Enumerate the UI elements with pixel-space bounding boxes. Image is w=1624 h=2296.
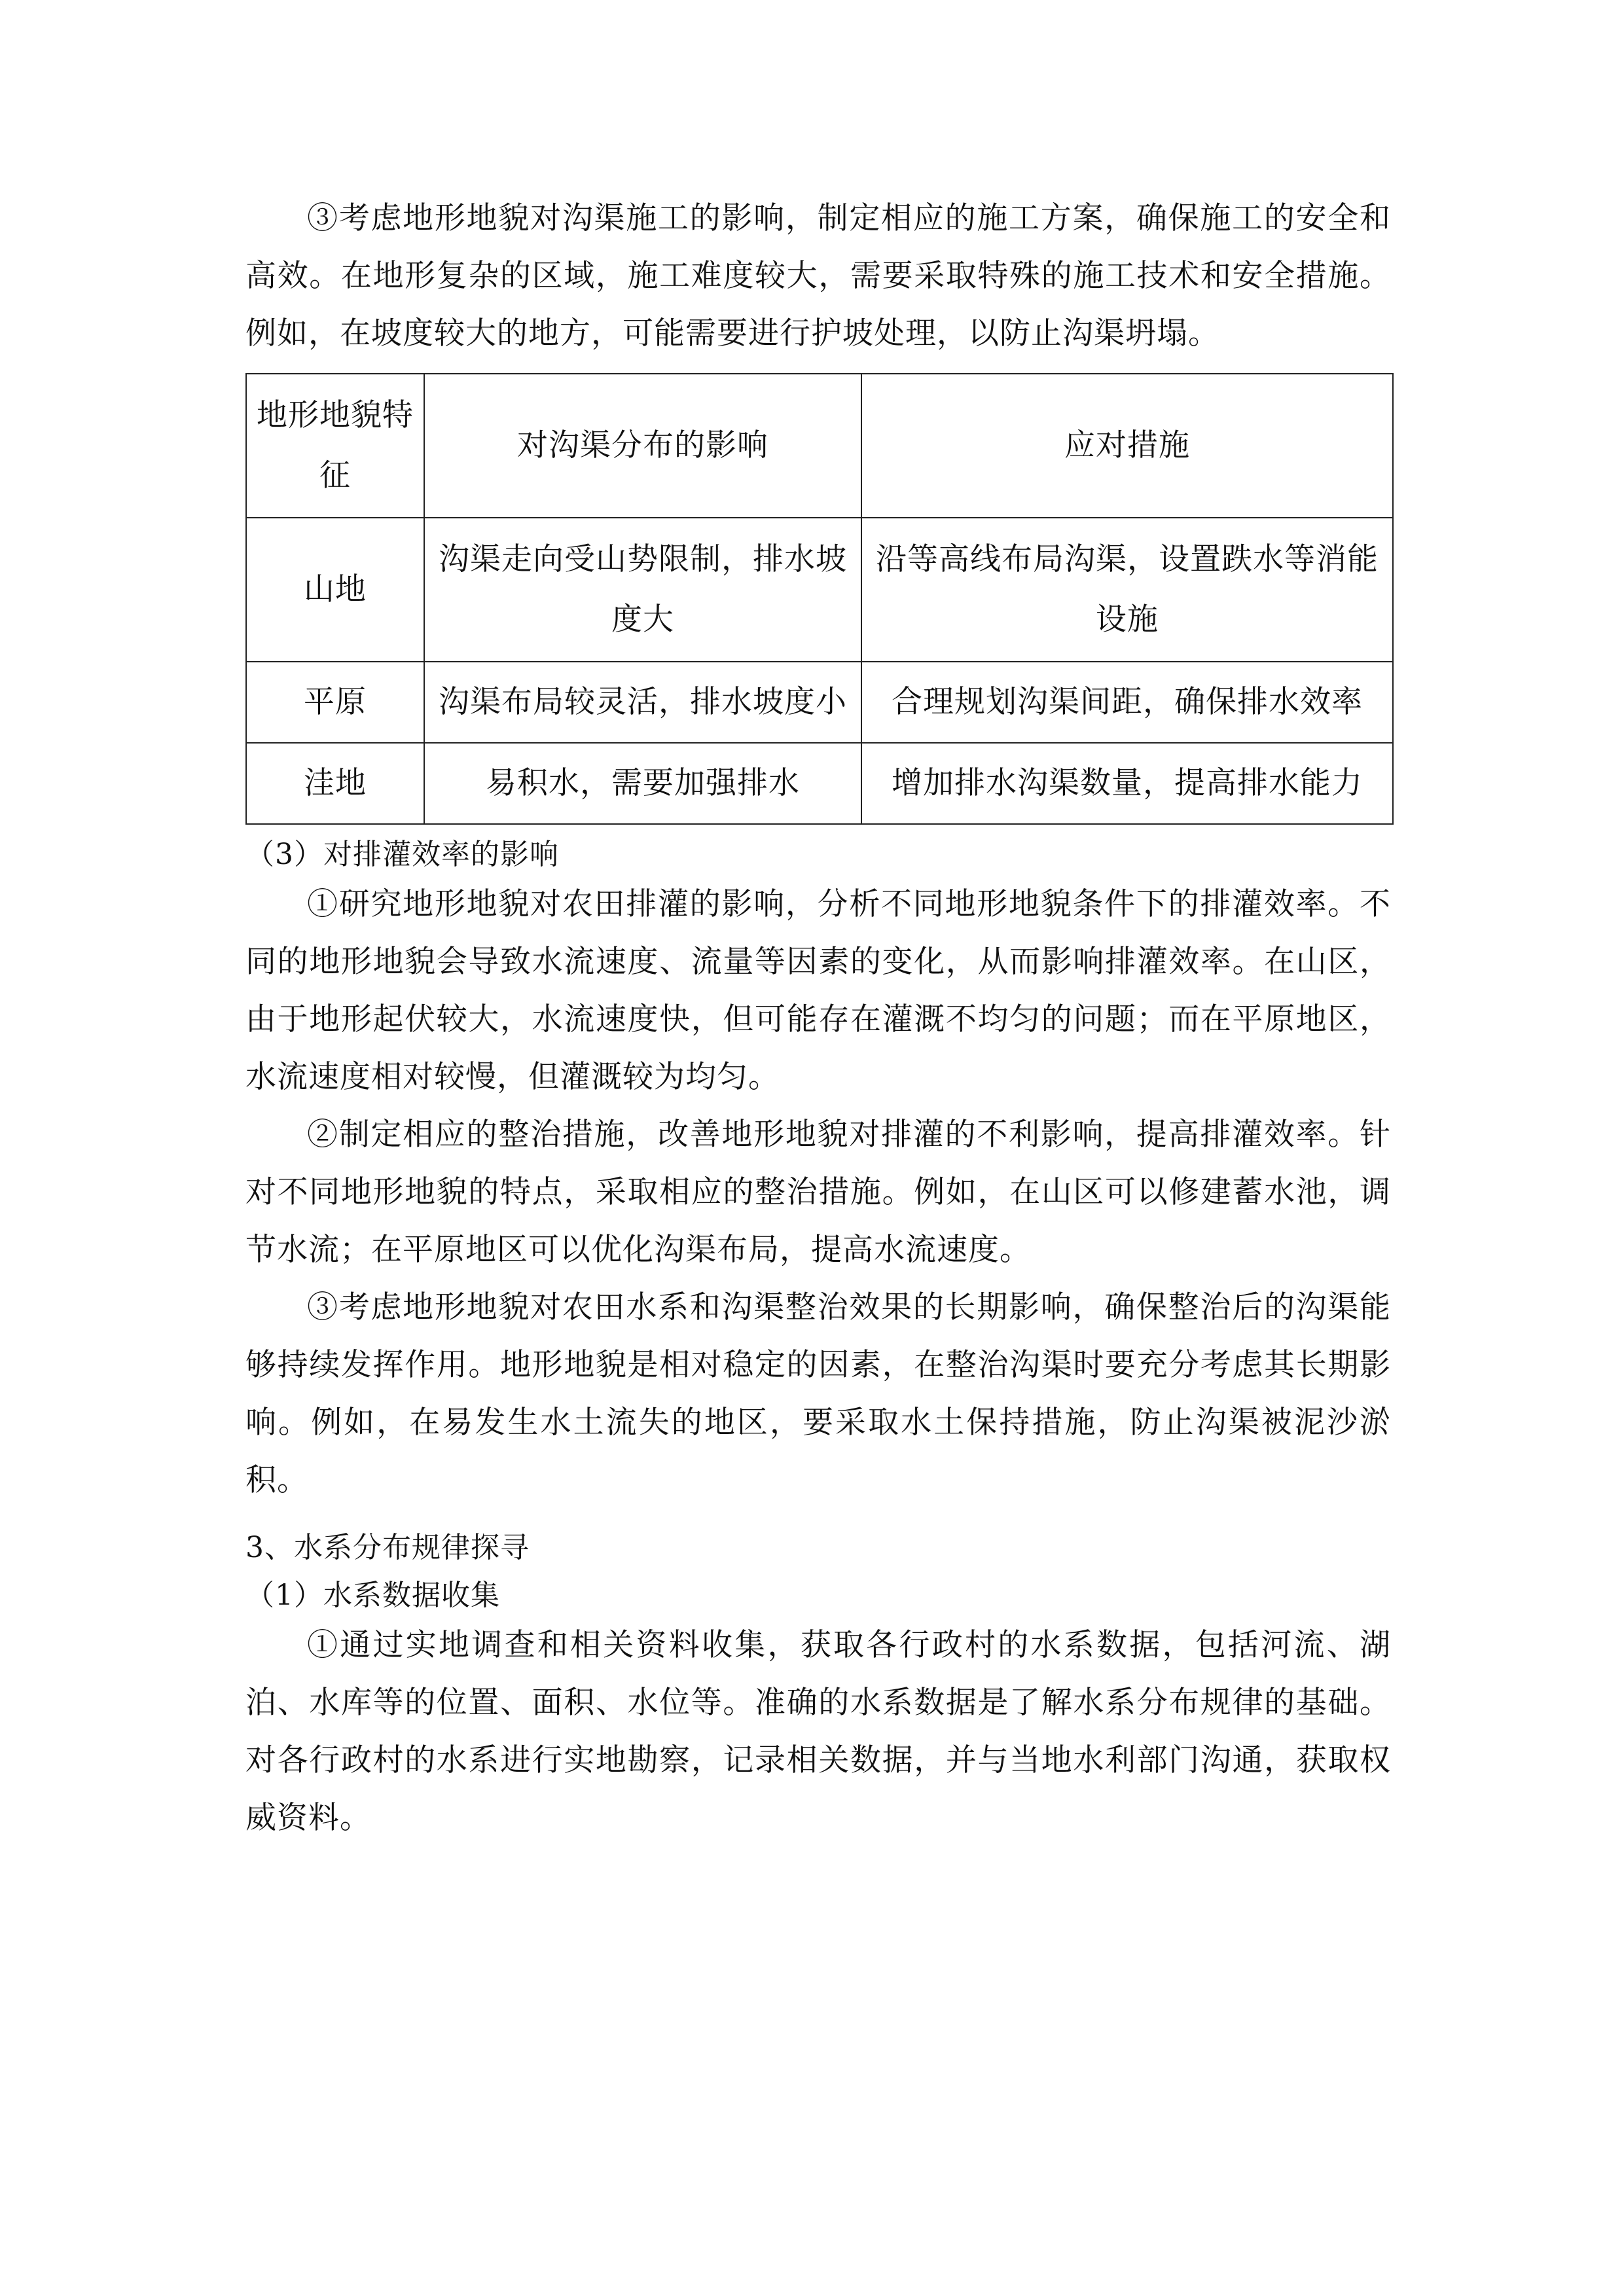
paragraph-water-data: ①通过实地调查和相关资料收集，获取各行政村的水系数据，包括河流、湖泊、水库等的位置、面积、水位等。准确的水系数据是了解水系分布规律的基础。对各行政村的水系进行实地勘察，记录相关数据，并与当地水利部门沟通，获取权威资料。 bbox=[245, 1627, 1391, 1836]
table-header-cell: 对沟渠分布的影响 bbox=[424, 374, 861, 518]
table-header-cell: 地形地貌特征 bbox=[246, 374, 424, 518]
table-cell: 沿等高线布局沟渠，设置跌水等消能设施 bbox=[861, 518, 1393, 662]
paragraph-irrigation-1: ①研究地形地貌对农田排灌的影响，分析不同地形地貌条件下的排灌效率。不同的地形地貌会导致水流速度、流量等因素的变化，从而影响排灌效率。在山区，由于地形起伏较大，水流速度快，但可能存在灌溉不均匀的问题；而在平原地区，水流速度相对较慢，但灌溉较为均匀。 bbox=[245, 886, 1391, 1095]
table-cell: 增加排水沟渠数量，提高排水能力 bbox=[861, 743, 1393, 824]
table-cell: 合理规划沟渠间距，确保排水效率 bbox=[861, 662, 1393, 743]
table-cell: 平原 bbox=[246, 662, 424, 743]
paragraph-construction-impact: ③考虑地形地貌对沟渠施工的影响，制定相应的施工方案，确保施工的安全和高效。在地形复杂的区域，施工难度较大，需要采取特殊的施工技术和安全措施。例如，在坡度较大的地方，可能需要进行护坡处理，以防止沟渠坍塌。 bbox=[245, 200, 1391, 351]
table-cell: 洼地 bbox=[246, 743, 424, 824]
table-row bbox=[246, 743, 1393, 824]
paragraph-irrigation-2: ②制定相应的整治措施，改善地形地貌对排灌的不利影响，提高排灌效率。针对不同地形地貌的特点，采取相应的整治措施。例如，在山区可以修建蓄水池，调节水流；在平原地区可以优化沟渠布局，提高水流速度。 bbox=[245, 1117, 1391, 1268]
table-cell: 沟渠走向受山势限制，排水坡度大 bbox=[424, 518, 861, 662]
table-cell: 易积水，需要加强排水 bbox=[424, 743, 861, 824]
table-row bbox=[246, 518, 1393, 662]
subsection-heading-data-collection: （1）水系数据收集 bbox=[245, 1579, 500, 1612]
section-heading-irrigation-efficiency: （3）对排灌效率的影响 bbox=[245, 838, 559, 871]
section-heading-water-system: 3、水系分布规律探寻 bbox=[245, 1531, 530, 1564]
paragraph-irrigation-3: ③考虑地形地貌对农田水系和沟渠整治效果的长期影响，确保整治后的沟渠能够持续发挥作用。地形地貌是相对稳定的因素，在整治沟渠时要充分考虑其长期影响。例如，在易发生水土流失的地区，要采取水土保持措施，防止沟渠被泥沙淤积。 bbox=[245, 1289, 1391, 1498]
table-cell: 山地 bbox=[246, 518, 424, 662]
document-page bbox=[245, 190, 1391, 1847]
table-row bbox=[246, 662, 1393, 743]
table-header-row bbox=[246, 374, 1393, 518]
terrain-table bbox=[245, 373, 1394, 825]
table-header-cell: 应对措施 bbox=[861, 374, 1393, 518]
table-cell: 沟渠布局较灵活，排水坡度小 bbox=[424, 662, 861, 743]
